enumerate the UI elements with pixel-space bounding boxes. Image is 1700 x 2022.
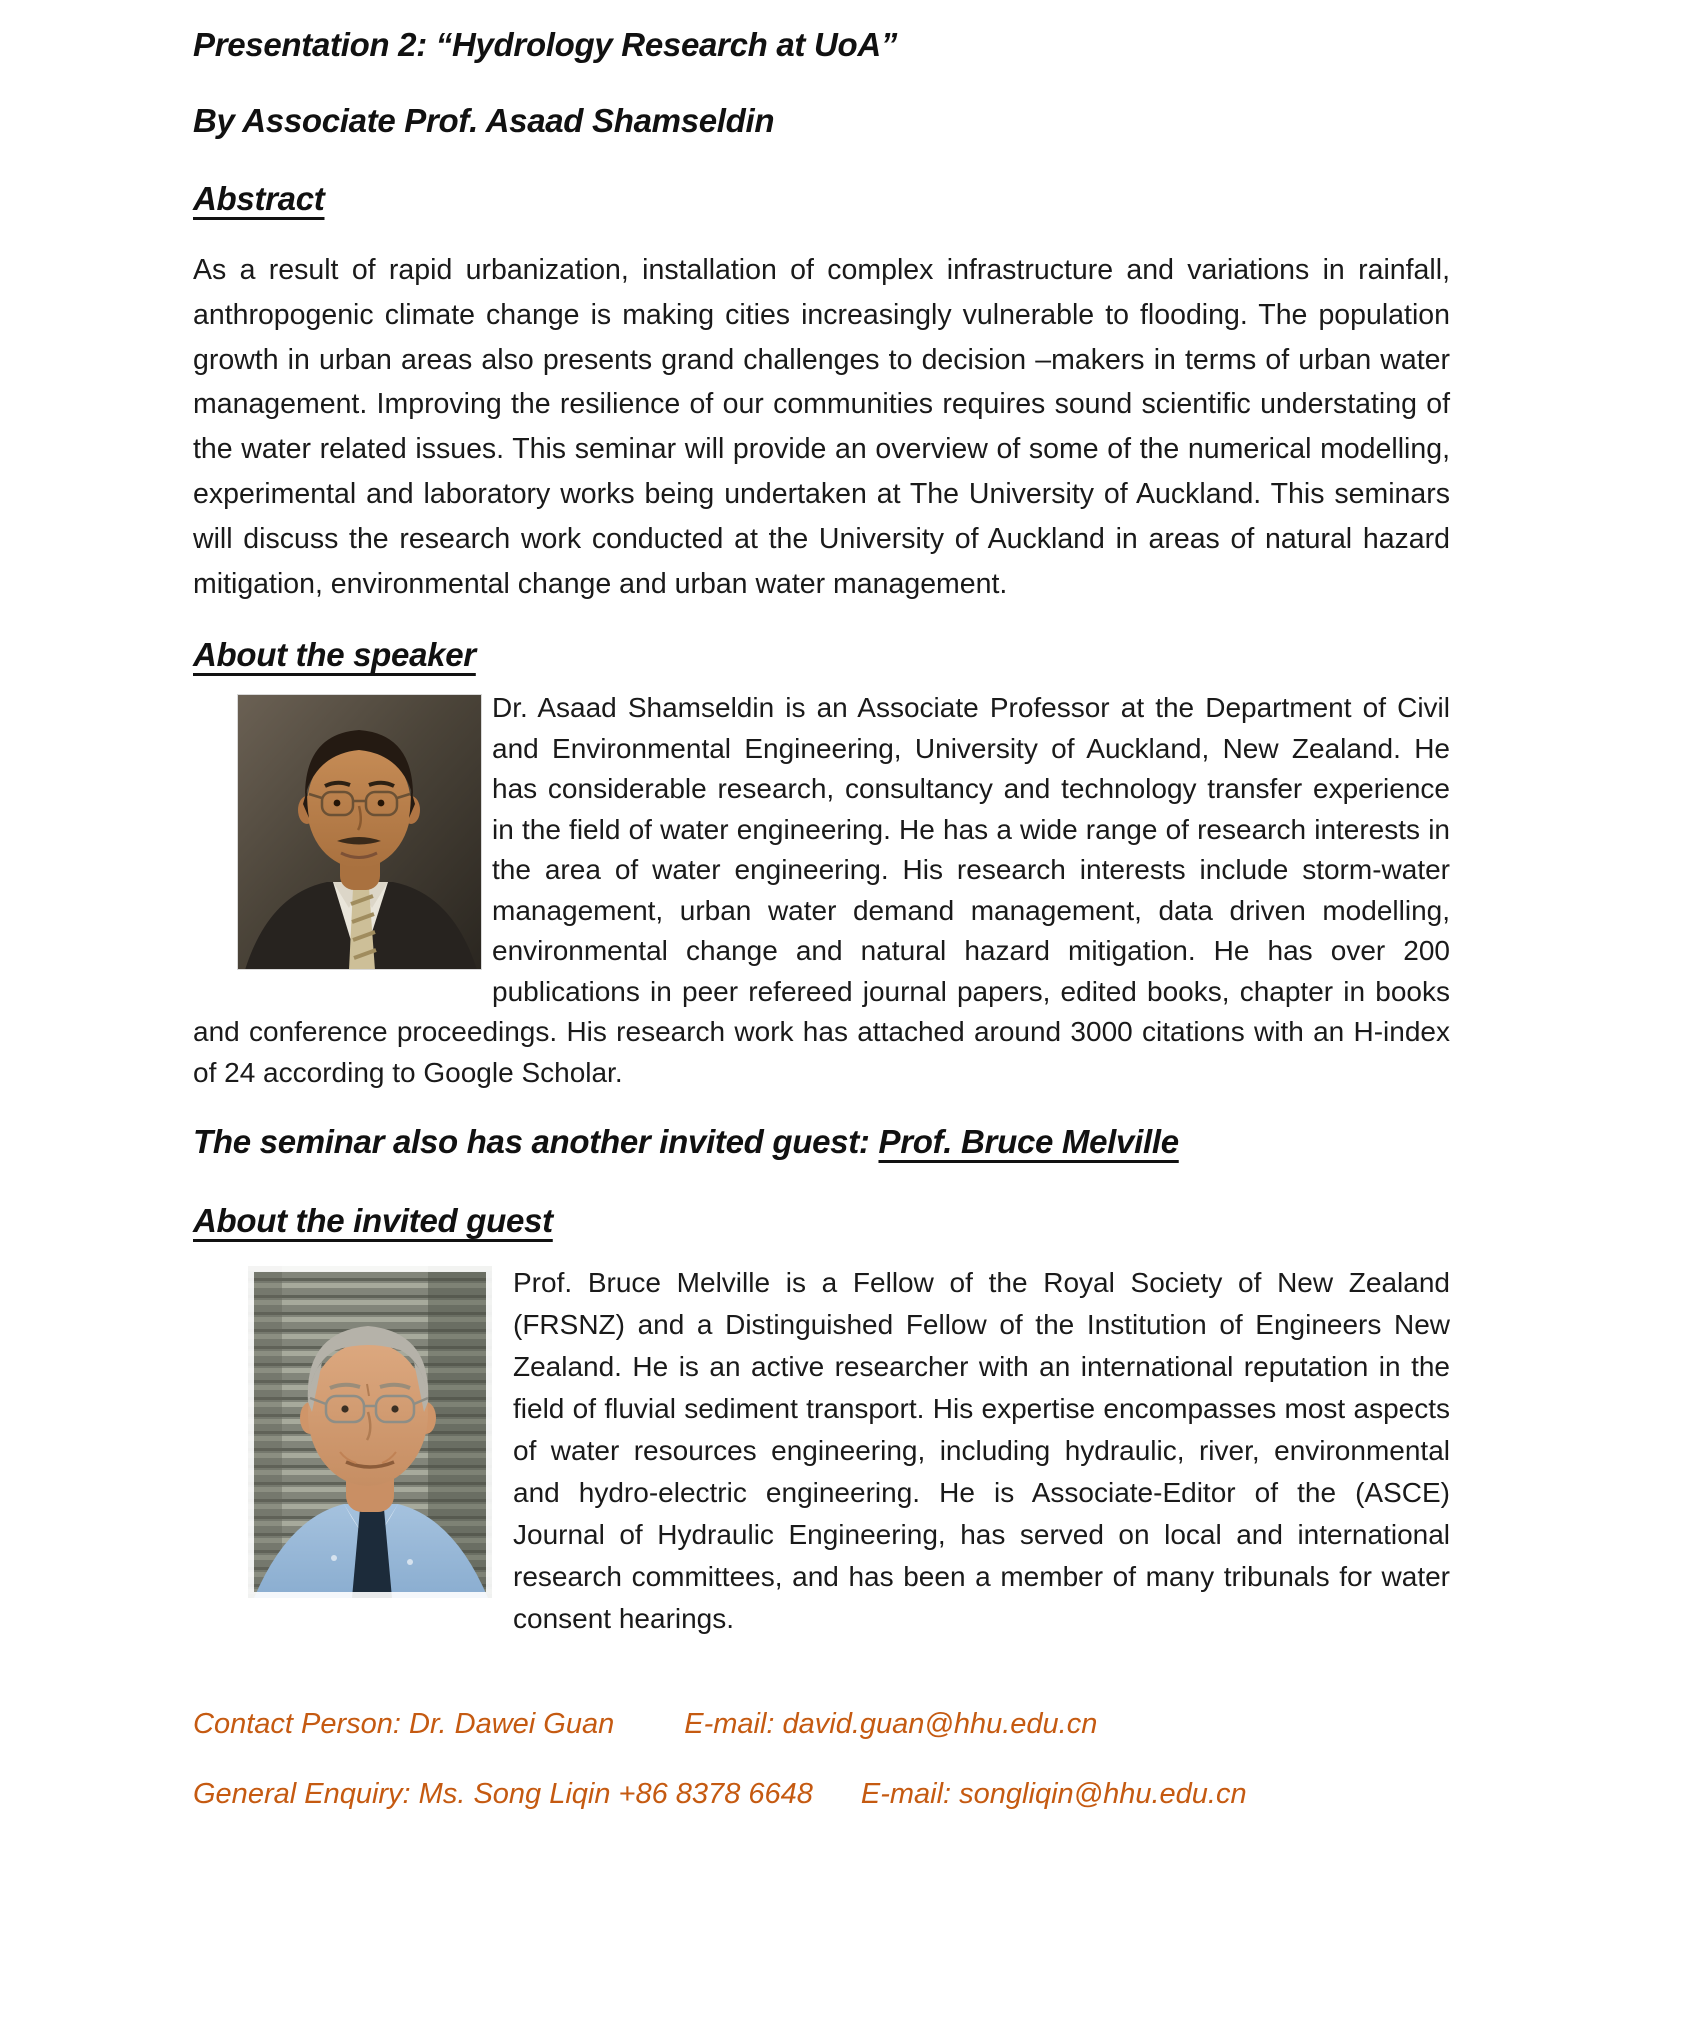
guest-bio-block: [193, 1262, 1450, 1640]
speaker-portrait-image: [237, 694, 482, 970]
general-enquiry-label: General Enquiry: Ms. Song Liqin +86 8378 6648: [193, 1778, 813, 1811]
contact-person-label: Contact Person: Dr. Dawei Guan: [193, 1708, 615, 1741]
guest-bio-text: Prof. Bruce Melville is a Fellow of the Royal Society of New Zealand (FRSNZ) and a Distinguished Fellow of the Institution of Engineers New Zealand. He is an active researcher with an international reputation in the field of fluvial sediment transport. His expertise encompasses most aspects of water resources engineering, including hydraulic, river, environmental and hydro-electric engineering. He is Associate-Editor of the (ASCE) Journal of Hydraulic Engineering, has served on local and international research committees, and has been a member of many tribunals for water consent hearings.: [513, 1267, 1450, 1635]
general-enquiry-line: [193, 1776, 1450, 1813]
abstract-paragraph: As a result of rapid urbanization, installation of complex infrastructure and variations in rainfall, anthropogenic climate change is making cities increasingly vulnerable to flooding. The population growth in urban areas also presents grand challenges to decision –makers in terms of urban water management. Improving the resilience of our communities requires sound scientific understating of the water related issues. This seminar will provide an overview of some of the numerical modelling, experimental and laboratory works being undertaken at The University of Auckland. This seminars will discuss the research work conducted at the University of Auckland in areas of natural hazard mitigation, environmental change and urban water management.: [193, 254, 1450, 600]
presenter-byline: By Associate Prof. Asaad Shamseldin: [193, 102, 775, 139]
guest-name: Prof. Bruce Melville: [878, 1123, 1179, 1161]
guest-announcement-prefix: The seminar also has another invited guest:: [193, 1123, 879, 1161]
contact-person-line: [193, 1706, 1450, 1743]
speaker-bio-text: Dr. Asaad Shamseldin is an Associate Professor at the Department of Civil and Environmental Engineering, University of Auckland, New Zealand. He has considerable research, consultancy and technology transfer experience in the field of water engineering. He has a wide range of research interests in the area of water engineering. His research interests include storm-water management, urban water demand management, data driven modelling, environmental change and natural hazard mitigation. He has over 200 publications in peer refereed journal papers, edited books, chapter in books and conference proceedings. His research work has attached around 3000 citations with an H-index of 24 according to Google Scholar.: [193, 692, 1450, 1088]
contact-block: [193, 1706, 1450, 1813]
guest-photo: [248, 1266, 492, 1598]
speaker-bio-block: [193, 688, 1450, 1093]
abstract-heading: Abstract: [193, 180, 325, 217]
speaker-photo: [237, 694, 482, 970]
guest-announcement: [193, 1123, 1450, 1160]
about-guest-heading: About the invited guest: [193, 1202, 553, 1240]
contact-person-email: E-mail: david.guan@hhu.edu.cn: [684, 1708, 1098, 1741]
presentation-title: Presentation 2: “Hydrology Research at UoA”: [193, 26, 898, 63]
general-enquiry-email: E-mail: songliqin@hhu.edu.cn: [860, 1778, 1247, 1811]
about-speaker-heading: About the speaker: [193, 636, 476, 674]
guest-portrait-image: [248, 1266, 492, 1598]
